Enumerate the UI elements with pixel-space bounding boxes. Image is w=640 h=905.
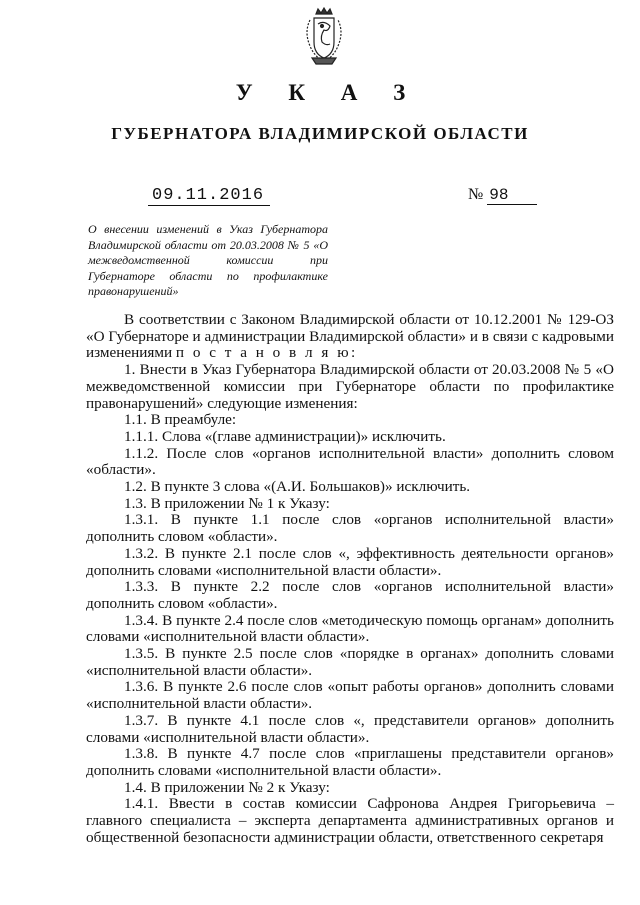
paragraph-1-3-1: 1.3.1. В пункте 1.1 после слов «органов исполнительной власти» дополнить словом «области». bbox=[86, 511, 614, 546]
document-date: 09.11.2016 bbox=[148, 186, 270, 206]
intro-decree-word: п о с т а н о в л я ю bbox=[175, 344, 352, 362]
issuer-title: ГУБЕРНАТОРА ВЛАДИМИРСКОЙ ОБЛАСТИ bbox=[111, 124, 529, 143]
paragraph-1-4: 1.4. В приложении № 2 к Указу: bbox=[124, 778, 330, 796]
paragraph-1-3-5: 1.3.5. В пункте 2.5 после слов «порядке в органах» дополнить словами «исполнительной власти области». bbox=[86, 645, 614, 679]
number-value: 98 bbox=[487, 186, 537, 205]
paragraph-1-3-8: 1.3.8. В пункте 4.7 после слов «приглашены представители органов» дополнить словами «исполнительной власти области». bbox=[86, 745, 614, 779]
paragraph-1-1: 1.1. В преамбуле: bbox=[124, 411, 237, 429]
paragraph-1-3-2: 1.3.2. В пункте 2.1 после слов «, эффективность деятельности органов» дополнить словами «исполнительной власти области». bbox=[86, 544, 614, 579]
paragraph-1-4-1: 1.4.1. Ввести в состав комиссии Сафронова Андрея Григорьевича – главного специалиста – эксперта департамента административных органов и общественной безопасности администрации области, ответственного секретаря bbox=[86, 795, 614, 846]
paragraph-1-3-4: 1.3.4. В пункте 2.4 после слов «методическую помощь органам» дополнить словами «исполнительной власти области». bbox=[86, 611, 614, 646]
document-body bbox=[86, 312, 614, 847]
paragraph-1-2: 1.2. В пункте 3 слова «(А.И. Большаков)» исключить. bbox=[124, 478, 471, 496]
intro-text: В соответствии с Законом Владимирской области от 10.12.2001 № 129-ОЗ «О Губернаторе и администрации Владимирской области» и в связи с кадровыми изменениями bbox=[86, 311, 614, 362]
document-number bbox=[468, 186, 537, 205]
paragraph-1-3: 1.3. В приложении № 1 к Указу: bbox=[124, 494, 330, 512]
paragraph-1-3-6: 1.3.6. В пункте 2.6 после слов «опыт работы органов» дополнить словами «исполнительной власти области». bbox=[86, 678, 614, 713]
paragraph-1-3-7: 1.3.7. В пункте 4.1 после слов «, представители органов» дополнить словами «исполнительной власти области». bbox=[86, 711, 614, 746]
document-subject: О внесении изменений в Указ Губернатора Владимирской области от 20.03.2008 № 5 «О межведомственной комиссии при Губернаторе области по профилактике правонарушений» bbox=[88, 222, 328, 298]
paragraph-1: 1. Внести в Указ Губернатора Владимирской области от 20.03.2008 № 5 «О межведомственной комиссии при Губернаторе области по профилактике правонарушений» следующие изменения: bbox=[86, 361, 614, 412]
paragraph-intro bbox=[86, 312, 614, 362]
intro-colon: : bbox=[351, 344, 356, 362]
document-type-title: У К А З bbox=[235, 80, 421, 105]
coat-of-arms-icon bbox=[302, 6, 346, 66]
paragraph-1-1-2: 1.1.2. После слов «органов исполнительной власти» дополнить словом «области». bbox=[86, 444, 614, 479]
paragraph-1-1-1: 1.1.1. Слова «(главе администрации)» исключить. bbox=[124, 427, 446, 445]
number-label: № bbox=[468, 186, 484, 203]
paragraph-1-3-3: 1.3.3. В пункте 2.2 после слов «органов исполнительной власти» дополнить словом «области». bbox=[86, 578, 614, 612]
